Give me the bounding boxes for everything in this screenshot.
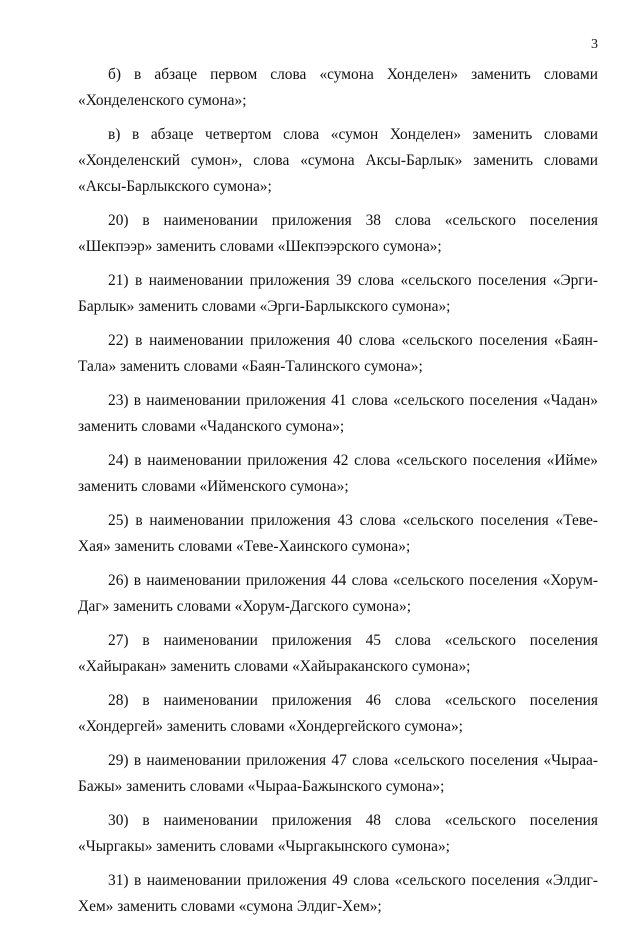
amendment-paragraph: 29) в наименовании приложения 47 слова «сельского поселения «Чыраа-Бажы» заменить словами «Чыраа-Бажынского сумона»;: [78, 752, 598, 795]
amendments-list: [78, 62, 598, 928]
amendment-paragraph: 21) в наименовании приложения 39 слова «сельского поселения «Эрги-Барлык» заменить словами «Эрги-Барлыкского сумона»;: [78, 272, 598, 315]
amendment-paragraph: 26) в наименовании приложения 44 слова «сельского поселения «Хорум-Даг» заменить словами «Хорум-Дагского сумона»;: [78, 572, 598, 615]
amendment-paragraph: 23) в наименовании приложения 41 слова «сельского поселения «Чадан» заменить словами «Чаданского сумона»;: [78, 392, 598, 435]
amendment-paragraph: 25) в наименовании приложения 43 слова «сельского поселения «Теве-Хая» заменить словами «Теве-Хаинского сумона»;: [78, 512, 598, 555]
amendment-paragraph: 22) в наименовании приложения 40 слова «сельского поселения «Баян-Тала» заменить словами «Баян-Талинского сумона»;: [78, 332, 598, 375]
amendment-paragraph: 27) в наименовании приложения 45 слова «сельского поселения «Хайыракан» заменить словами «Хайыраканского сумона»;: [78, 632, 598, 675]
page-number: 3: [591, 37, 598, 52]
amendment-paragraph: б) в абзаце первом слова «сумона Хонделен» заменить словами «Хонделенского сумона»;: [78, 66, 598, 109]
amendment-paragraph: 20) в наименовании приложения 38 слова «сельского поселения «Шекпээр» заменить словами «Шекпээрского сумона»;: [78, 212, 598, 255]
amendment-paragraph: 28) в наименовании приложения 46 слова «сельского поселения «Хондергей» заменить словами «Хондергейского сумона»;: [78, 692, 598, 735]
amendment-paragraph: в) в абзаце четвертом слова «сумон Хонделен» заменить словами «Хонделенский сумон», слова «сумона Аксы-Барлык» заменить словами «Аксы-Барлыкского сумона»;: [78, 126, 598, 195]
amendment-paragraph: 31) в наименовании приложения 49 слова «сельского поселения «Элдиг-Хем» заменить словами «сумона Элдиг-Хем»;: [78, 872, 598, 915]
amendment-paragraph: 30) в наименовании приложения 48 слова «сельского поселения «Чыргакы» заменить словами «Чыргакынского сумона»;: [78, 812, 598, 855]
amendment-paragraph: 24) в наименовании приложения 42 слова «сельского поселения «Ийме» заменить словами «Ийменского сумона»;: [78, 452, 598, 495]
